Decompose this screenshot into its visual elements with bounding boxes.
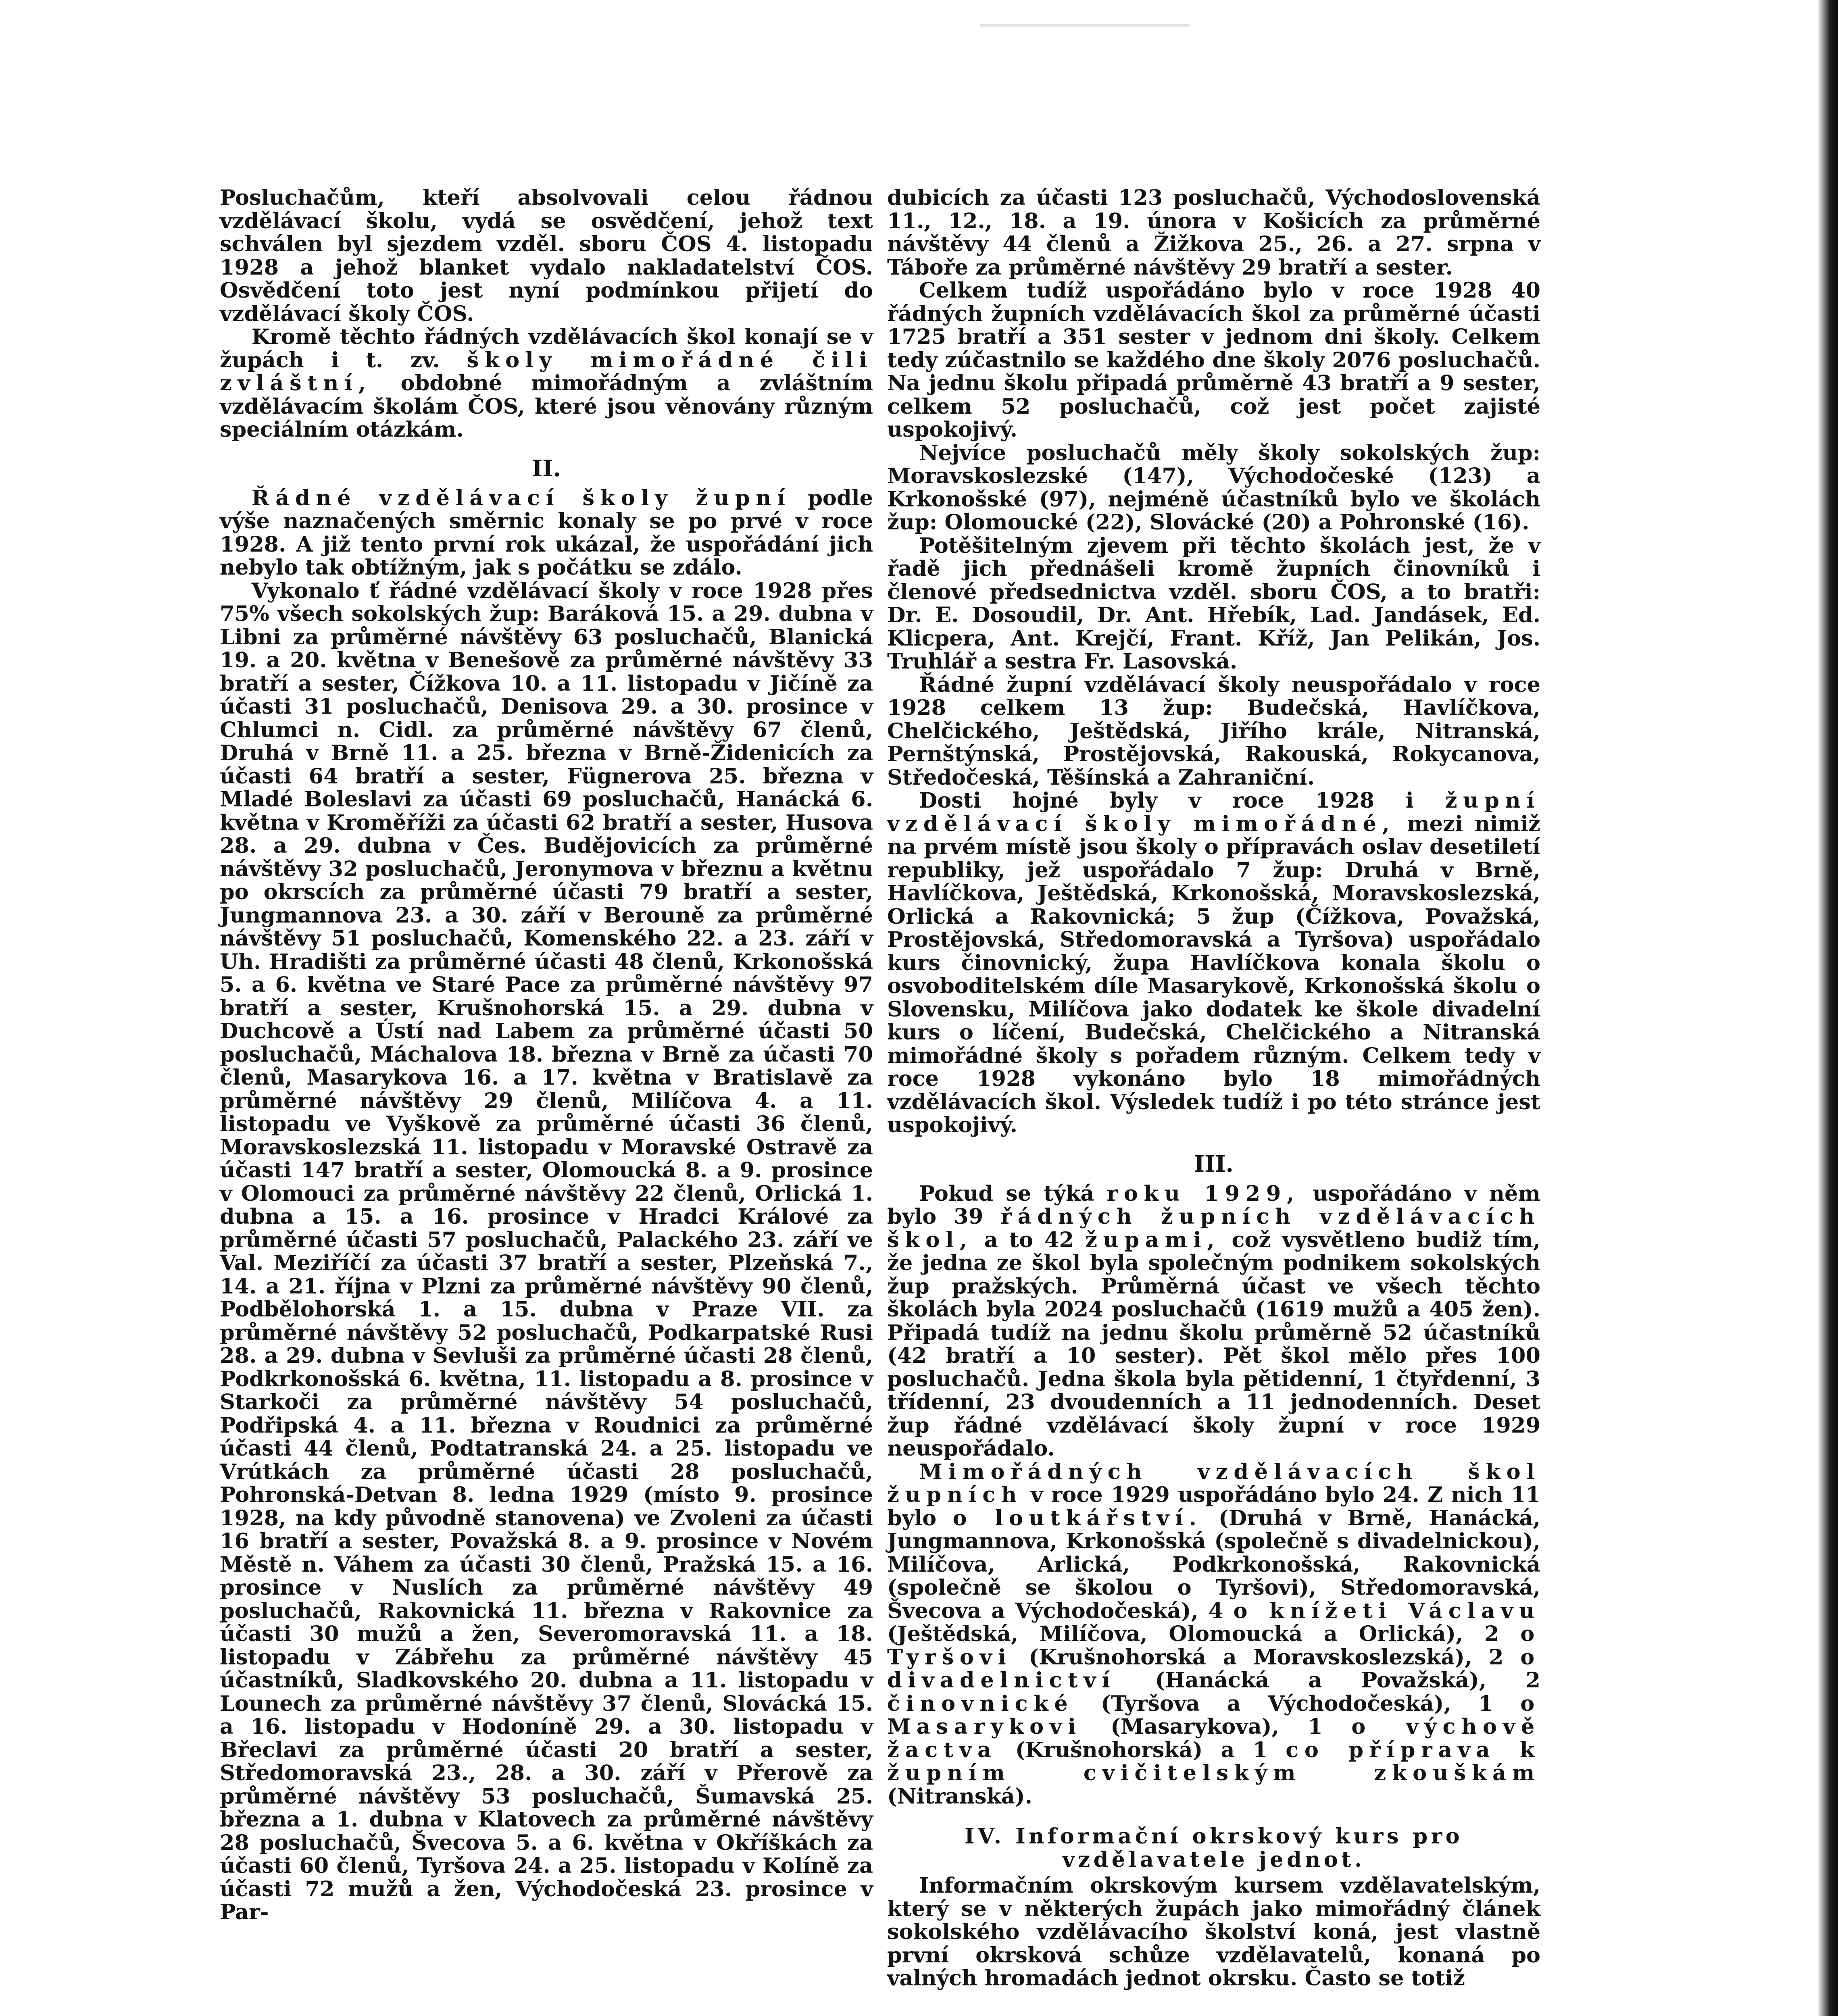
section-heading-iii: III.	[1194, 1150, 1234, 1177]
text-fragment: mezi nimiž na prvém místě jsou školy o přípravách oslav desetiletí republiky, jež uspořádalo 7 žup: Druhá v Brně, Havlíčkova, Ještědská, Krkonošská, Moravskoslezská, Orlická a Rakovnická; 5 žup (Čížkova, Považská, Prostějovská, Středomoravská a Tyršova) uspořádalo kurs činovnický, župa Havlíčkova konala školu o osvoboditelském díle Masarykově, Krkonošská školu o Slovensku, Milíčova jako dodatek ke škole divadelní kurs o líčení, Budečská, Chelčického a Nitranská mimořádné školy s pořadem různým. Celkem tedy v roce 1928 vykonáno bylo 18 mimořádných vzdělávacích škol. Výsledek tudíž i po této stránce jest uspokojivý.	[887, 811, 1540, 1137]
spaced-term: o Masarykovi	[887, 1691, 1540, 1739]
text-fragment: (Krušnohorská a Moravskoslezská), 2	[1029, 1645, 1504, 1670]
text-fragment: uspořádáno v něm bylo 39	[887, 1181, 1540, 1229]
spaced-term: o Tyršovi	[887, 1622, 1540, 1670]
spaced-term: o výchově žactva	[887, 1714, 1541, 1762]
spaced-term: o loutkářství.	[952, 1506, 1202, 1531]
spaced-term: roku 1929,	[1107, 1181, 1300, 1206]
text-fragment: obdobné mimořádným a zvláštním vzdělávacím školám ČOS, které jsou věnovány různým speciálním otázkám.	[220, 371, 873, 442]
text-fragment: (Masarykova), 1	[1111, 1714, 1323, 1739]
spaced-term: župní vzdělávací školy mimořádné,	[887, 788, 1541, 836]
spaced-term: činovnické	[887, 1691, 1074, 1716]
text-fragment: (Hanácká a Považská), 2	[1155, 1668, 1540, 1693]
paragraph-extraordinary-1928	[887, 789, 1540, 1137]
paragraph-no-school: Řádné župní vzdělávací školy neuspořádalo v roce 1928 celkem 13 žup: Budečská, Havlíčkova, Chelčického, Ještědská, Jiřího krále, Nitranská, Pernštýnská, Prostějovská, Rakouská, Rokycanova, Středočeská, Těšínská a Zahraniční.	[887, 672, 1540, 790]
spaced-term: Mimořádných vzdělávacích škol župních	[887, 1459, 1540, 1507]
paragraph-lecturers: Potěšitelným zjevem při těchto školách jest, že v řadě jich přednášeli kromě župních činovníků i členové předsednictva vzděl. sboru ČOS, a to bratři: Dr. E. Dosoudil, Dr. Ant. Hřebík, Lad. Jandásek, Ed. Klicpera, Ant. Krejčí, Frant. Kříž, Jan Pelikán, Jos. Truhlář a sestra Fr. Lasovská.	[887, 533, 1540, 674]
text-fragment: (Ještědská, Milíčova, Olomoucká a Orlická), 2	[887, 1622, 1499, 1646]
text-fragment: podle výše naznačených směrnic konaly se po prvé v roce 1928. A již tento první rok ukázal, že uspořádání jich nebylo tak obtížným, jak s počátku se zdálo.	[220, 485, 873, 580]
spaced-term: o knížeti Václavu	[1233, 1598, 1540, 1623]
paragraph-extraordinary-1929	[887, 1460, 1540, 1808]
paragraph-certificate: Posluchačům, kteří absolvovali celou řádnou vzdělávací školu, vydá se osvědčení, jehož text schválen byl sjezdem vzděl. sboru ČOS 4. listopadu 1928 a jehož blanket vydalo nakladatelství ČOS. Osvědčení toto jest nyní podmínkou přijetí do vzdělávací školy ČOS.	[220, 185, 873, 326]
text-fragment: což vysvětleno budiž tím, že jedna ze škol byla společným podnikem sokolských žup pražských. Průměrná účast ve všech těchto školách byla 2024 posluchačů (1619 mužů a 405 žen). Připadá tudíž na jednu školu průměrně 52 účastníků (42 bratří a 10 sester). Pět škol mělo přes 100 posluchačů. Jedna škola byla pětidenní, 1 čtyřdenní, 3 třídenní, 23 dvoudenních a 11 jednodenních. Deset žup řádné vzdělávací školy župní v roce 1929 neuspořádalo.	[887, 1227, 1541, 1461]
page-top-edge	[980, 0, 1190, 27]
spaced-term: o divadelnictví	[887, 1645, 1540, 1693]
paragraph-schools-list-1928: Vykonalo ť řádné vzdělávací školy v roce 1928 přes 75% všech sokolských žup: Baráková 15. a 29. dubna v Libni za průměrné návštěvy 63 posluchačů, Blanická 19. a 20. května v Benešově za průměrné návštěvy 33 bratří a sester, Čížkova 10. a 11. listopadu v Jičíně za účasti 31 posluchačů, Denisova 29. a 30. prosince v Chlumci n. Cidl. za průměrné návštěvy 67 členů, Druhá v Brně 11. a 25. března v Brně-Židenicích za účasti 64 bratří a sester, Fügnerova 25. března v Mladé Boleslavi za účasti 69 posluchačů, Hanácká 6. května v Kroměříži za účasti 62 bratří a sester, Husova 28. a 29. dubna v Čes. Budějovicích za průměrné návštěvy 32 posluchačů, Jeronymova v březnu a květnu po okrscích za průměrné účasti 79 bratří a sester, Jungmannova 23. a 30. září v Berouně za průměrné návštěvy 51 posluchačů, Komenského 22. a 23. září v Uh. Hradišti za průměrné účasti 48 členů, Krkonošská 5. a 6. května ve Staré Pace za průměrné návštěvy 97 bratří a sester, Krušnohorská 15. a 29. dubna v Duchcově a Ústí nad Labem za průměrné účasti 50 posluchačů, Máchalova 18. března v Brně za účasti 70 členů, Masarykova 16. a 17. května v Bratislavě za průměrné návštěvy 29 členů, Milíčova 4. a 11. listopadu ve Vyškově za průměrné účasti 36 členů, Moravskoslezská 11. listopadu v Moravské Ostravě za účasti 147 bratří a sester, Olomoucká 8. a 9. prosince v Olomouci za průměrné návštěvy 22 členů, Orlická 1. dubna a 15. a 16. prosince v Hradci Králové za průměrné účasti 57 posluchačů, Palackého 23. září ve Val. Meziříčí za účasti 37 bratří a sester, Plzeňská 7., 14. a 21. října v Plzni za průměrné návštěvy 90 členů, Podbělohorská 1. a 15. dubna v Praze VII. za průměrné návštěvy 52 posluchačů, Podkarpatské Rusi 28. a 29. dubna v Sevluši za průměrné účasti 28 členů, Podkrkonošská 6. května, 11. listopadu a 8. prosince v Starkoči za průměrné návštěvy 54 posluchačů, Podřipská 4. a 11. března v Roudnici za průměrné účasti 44 členů, Podtatranská 24. a 25. listopadu ve Vrútkách za průměrné účasti 28 posluchačů, Pohronská-Detvan 8. ledna 1929 (místo 9. prosince 1928, na kdy původně stanovena) ve Zvoleni za účasti 16 bratří a sester, Považská 8. a 9. prosince v Novém Městě n. Váhem za účasti 30 členů, Pražská 15. a 16. prosince v Nuslích za průměrné návštěvy 49 posluchačů, Rakovnická 11. března v Rakovnice za účasti 30 mužů a žen, Severomoravská 11. a 18. listopadu v Zábřehu za průměrné návštěvy 45 účastníků, Sladkovského 20. dubna a 11. listopadu v Lounech za průměrné návštěvy 37 členů, Slovácká 15. a 16. listopadu v Hodoníně 29. a 30. listopadu v Břeclavi za průměrné účasti 20 bratří a sester, Středomoravská 23., 28. a 30. září v Přerově za průměrné návštěvy 53 posluchačů, Šumavská 25. března a 1. dubna v Klatovech za průměrné návštěvy 28 posluchačů, Švecova 5. a 6. května v Okříškách za účasti 60 členů, Tyršova 24. a 25. listopadu v Kolíně za účasti 72 mužů a žen, Východočeská 23. prosince v Par-	[220, 578, 873, 1924]
page-right-edge	[1818, 0, 1838, 2016]
spaced-term: Řádné vzdělávací školy župní	[251, 485, 791, 510]
spaced-term: řádných župních vzdělávacích škol,	[887, 1204, 1540, 1252]
text-fragment: v roce 1929 uspořádáno bylo 24. Z nich 11 bylo	[887, 1483, 1540, 1531]
text-fragment: (Nitranská).	[887, 1784, 1032, 1809]
paragraph-totals-1928: Celkem tudíž uspořádáno bylo v roce 1928 40 řádných župních vzdělávacích škol za průměrné účasti 1725 bratří a 351 sester v jednom dni školy. Celkem tedy zúčastnilo se každého dne školy 2076 posluchačů. Na jednu školu připadá průměrně 43 bratří a 9 sester, celkem 52 posluchačů, což jest počet zajisté uspokojivý.	[887, 278, 1540, 442]
paragraph-year-1929	[887, 1182, 1540, 1460]
text-fragment: Kromě těchto řádných vzdělávacích škol konají se v župách i t. zv.	[220, 325, 873, 373]
paragraph-regular-schools	[220, 487, 873, 579]
text-fragment: Pokud se týká	[919, 1181, 1094, 1206]
right-column	[887, 186, 1540, 1990]
paragraph-information-course: Informačním okrskovým kursem vzdělavatelským, který se v některých župách jako mimořádný článek sokolského vzdělávacího školství koná, jest vlastně první okrsková schůze vzdělavatelů, konaná po valných hromadách jednot okrsku. Často se totiž	[887, 1873, 1540, 1991]
spaced-term: župami,	[1085, 1227, 1221, 1252]
text-fragment: a to 42	[984, 1227, 1074, 1252]
spaced-term: školy mimořádné čili zvláštní,	[220, 348, 873, 396]
paragraph-schools-list-continued: dubicích za účasti 123 posluchačů, Východoslovenská 11., 12., 18. a 19. února v Košicích za průměrné návštěvy 44 členů a Žižkova 25., 26. a 27. srpna v Táboře za průměrné návštěvy 29 bratří a sester.	[887, 185, 1540, 280]
spaced-term: co příprava k župním cvičitelským zkouškám	[887, 1737, 1540, 1785]
text-fragment: (Druhá v Brně, Hanácká, Jungmannova, Krkonošská (společně s divadelnickou), Milíčova, Arlická, Podkrkonošská, Rakovnická (společně se školou o Tyršovi), Středomoravská, Švecova a Východočeská), 4	[887, 1506, 1540, 1623]
paragraph-special-schools	[220, 325, 873, 442]
text-fragment: (Tyršova a Východočeská), 1	[1100, 1691, 1493, 1716]
section-heading-iv: IV. Informační okrskový kurs pro vzdělavatele jednot.	[964, 1824, 1463, 1872]
section-heading-ii: II.	[532, 455, 561, 482]
paragraph-most-attended: Nejvíce posluchačů měly školy sokolských žup: Moravskoslezské (147), Východočeské (123) a Krkonošské (97), nejméně účastníků bylo ve školách žup: Olomoucké (22), Slovácké (20) a Pohronské (16).	[887, 440, 1540, 535]
left-column	[220, 186, 873, 1924]
text-fragment: (Krušnohorská) a 1	[1015, 1737, 1268, 1762]
text-fragment: Dosti hojné byly v roce 1928 i	[919, 788, 1414, 813]
